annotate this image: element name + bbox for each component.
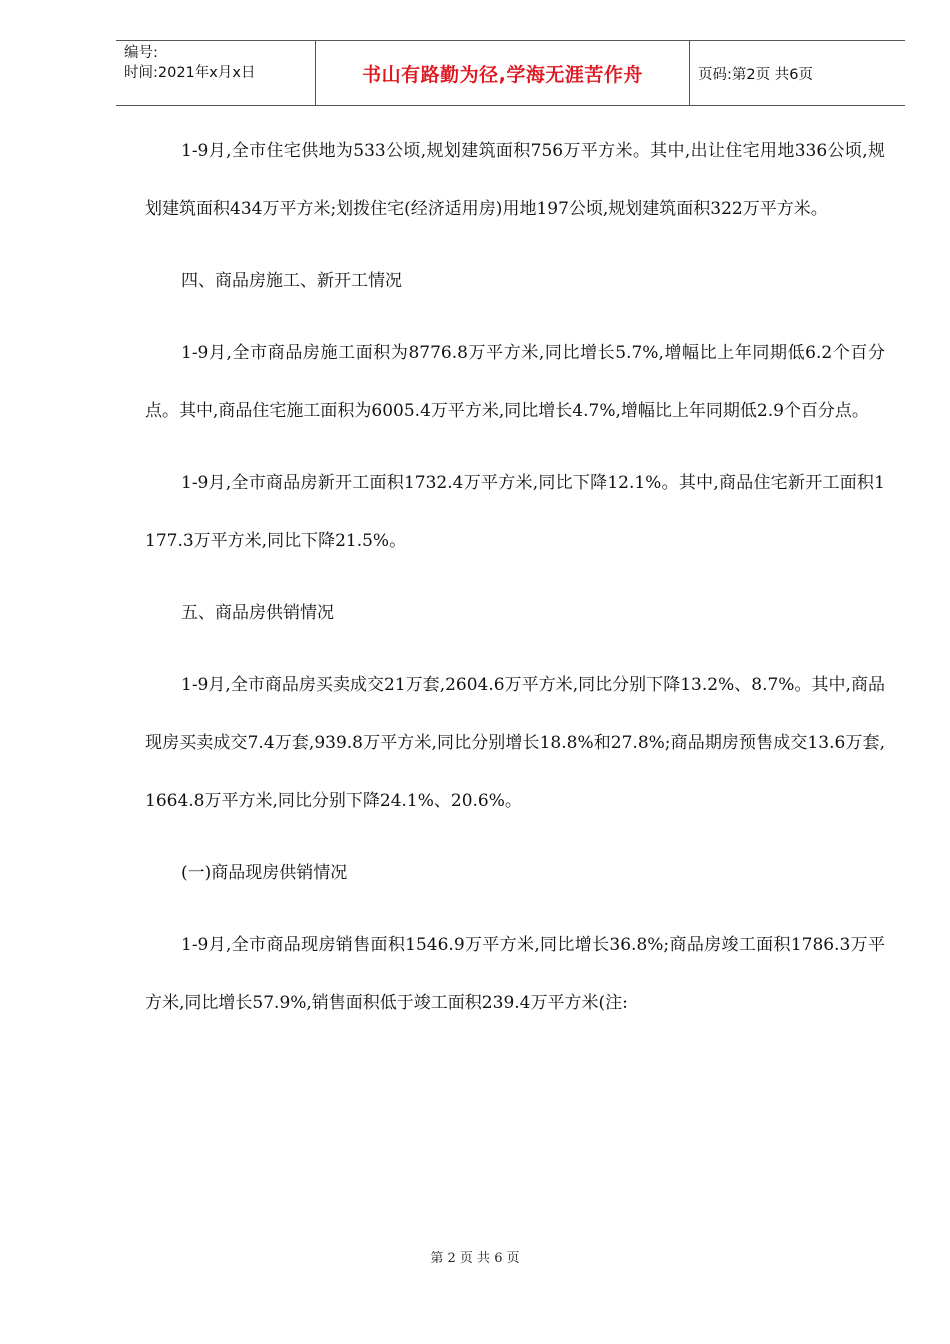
paragraph-new-construction: 1-9月,全市商品房新开工面积1732.4万平方米,同比下降12.1%。其中,商品住宅新开工面积1177.3万平方米,同比下降21.5%。 bbox=[145, 473, 885, 551]
paragraph-land-supply: 1-9月,全市住宅供地为533公顷,规划建筑面积756万平方米。其中,出让住宅用地336公顷,规划建筑面积434万平方米;划拨住宅(经济适用房)用地197公顷,规划建筑面积322万平方米。 bbox=[145, 141, 885, 219]
page-footer: 第 2 页 共 6 页 bbox=[430, 1251, 520, 1266]
paragraph-existing-housing-sales: 1-9月,全市商品现房销售面积1546.9万平方米,同比增长36.8%;商品房竣工面积1786.3万平方米,同比增长57.9%,销售面积低于竣工面积239.4万平方米(注: bbox=[145, 935, 885, 1013]
subsection-heading-existing-housing: (一)商品现房供销情况 bbox=[181, 863, 348, 883]
paragraph-construction-area: 1-9月,全市商品房施工面积为8776.8万平方米,同比增长5.7%,增幅比上年同期低6.2个百分点。其中,商品住宅施工面积为6005.4万平方米,同比增长4.7%,增幅比上年同期低2.9个百分点。 bbox=[145, 343, 885, 421]
section-heading-supply-sales: 五、商品房供销情况 bbox=[181, 603, 334, 623]
header-motto: 书山有路勤为径,学海无涯苦作舟 bbox=[316, 41, 690, 105]
paragraph-sales-transactions: 1-9月,全市商品房买卖成交21万套,2604.6万平方米,同比分别下降13.2%、8.7%。其中,商品现房买卖成交7.4万套,939.8万平方米,同比分别增长18.8%和27.8%;商品期房预售成交13.6万套,1664.8万平方米,同比分别下降24.1%、20.6%。 bbox=[145, 675, 885, 811]
header-page-info: 页码:第2页 共6页 bbox=[698, 66, 813, 83]
document-body bbox=[145, 122, 885, 1032]
section-heading-construction: 四、商品房施工、新开工情况 bbox=[181, 271, 402, 291]
time-label: 时间:2021年x月x日 bbox=[124, 65, 256, 81]
number-label: 编号: bbox=[124, 45, 158, 61]
page-header bbox=[116, 40, 905, 106]
header-meta bbox=[116, 41, 316, 105]
